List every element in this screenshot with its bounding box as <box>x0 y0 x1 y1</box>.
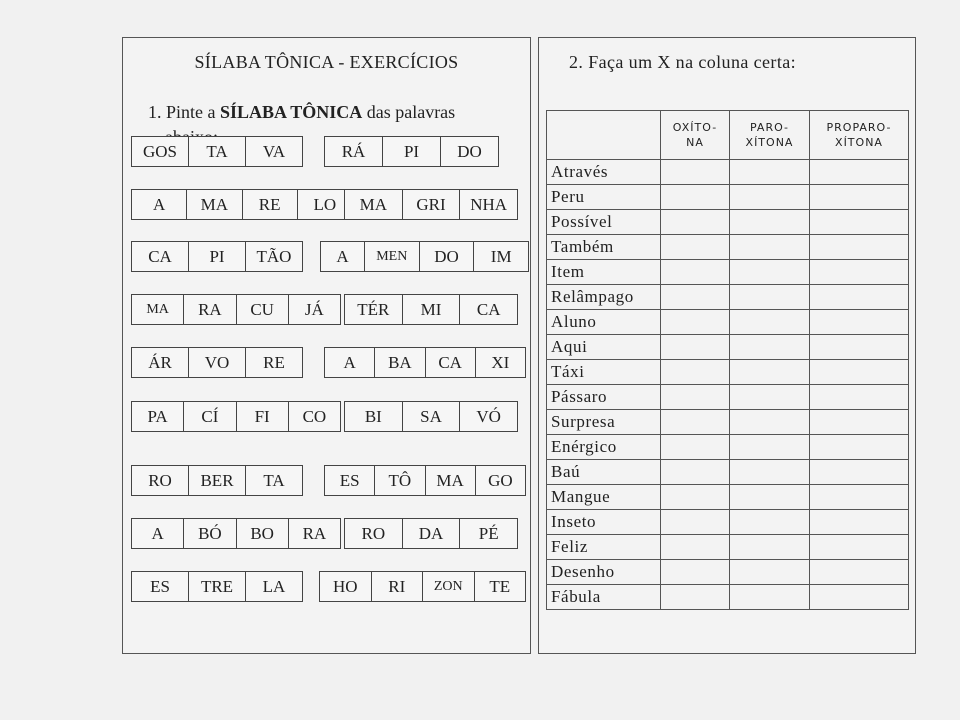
syllable-cell[interactable]: PA <box>147 406 168 426</box>
paroxitona-cell[interactable] <box>730 335 810 360</box>
syllable-cell[interactable]: A <box>151 523 164 543</box>
header-paroxitona-line2: XÍTONA <box>745 136 794 149</box>
syllable-cell[interactable]: CA <box>459 295 517 324</box>
header-proparoxitona-line2: XÍTONA <box>835 136 883 149</box>
syllable-cell[interactable]: XI <box>475 348 525 377</box>
syllable-cell[interactable]: CU <box>236 295 288 324</box>
syllable-cell[interactable]: PI <box>382 137 440 166</box>
word-cell: Baú <box>547 460 661 485</box>
header-oxitona-line2: NA <box>686 136 704 149</box>
word-cell: Táxi <box>547 360 661 385</box>
paroxitona-cell[interactable] <box>730 535 810 560</box>
word-cell: Feliz <box>547 535 661 560</box>
word-cell: Peru <box>547 185 661 210</box>
syllable-cell[interactable]: TA <box>188 137 245 166</box>
header-oxitona-line1: OXÍTO- <box>672 121 718 134</box>
oxitona-cell[interactable] <box>661 410 730 435</box>
syllable-cell[interactable]: CA <box>425 348 475 377</box>
proparoxitona-cell[interactable] <box>810 260 909 285</box>
oxitona-cell[interactable] <box>661 160 730 185</box>
table-header-row <box>547 111 909 160</box>
instruction-bold: SÍLABA TÔNICA <box>220 102 363 122</box>
word-box <box>344 518 518 549</box>
syllable-cell[interactable]: SA <box>402 402 460 431</box>
table-row <box>547 285 909 310</box>
table-row <box>547 510 909 535</box>
syllable-cell[interactable]: RO <box>148 470 172 490</box>
word-cell: Aqui <box>547 335 661 360</box>
syllable-cell[interactable]: MI <box>402 295 460 324</box>
table-row <box>547 335 909 360</box>
syllable-cell[interactable]: ES <box>339 470 360 490</box>
table-row <box>547 485 909 510</box>
paroxitona-cell[interactable] <box>730 560 810 585</box>
word-box <box>131 401 341 432</box>
word-box <box>131 347 303 378</box>
syllable-cell[interactable]: JÁ <box>288 295 340 324</box>
word-cell: Possível <box>547 210 661 235</box>
word-cell: Também <box>547 235 661 260</box>
paroxitona-cell[interactable] <box>730 210 810 235</box>
syllable-cell[interactable]: MA <box>186 190 241 219</box>
paroxitona-cell[interactable] <box>730 510 810 535</box>
syllable-cell[interactable]: VÓ <box>459 402 517 431</box>
proparoxitona-cell[interactable] <box>810 485 909 510</box>
proparoxitona-cell[interactable] <box>810 285 909 310</box>
oxitona-cell[interactable] <box>661 235 730 260</box>
table-row <box>547 185 909 210</box>
paroxitona-cell[interactable] <box>730 360 810 385</box>
syllable-cell[interactable]: DO <box>419 242 474 271</box>
syllable-cell[interactable]: CO <box>288 402 340 431</box>
paroxitona-cell[interactable] <box>730 485 810 510</box>
proparoxitona-cell[interactable] <box>810 535 909 560</box>
proparoxitona-cell[interactable] <box>810 385 909 410</box>
paroxitona-cell[interactable] <box>730 185 810 210</box>
word-box <box>131 294 341 325</box>
syllable-cell[interactable]: RA <box>288 519 340 548</box>
worksheet-title: SÍLABA TÔNICA - EXERCÍCIOS <box>194 52 459 72</box>
proparoxitona-cell[interactable] <box>810 310 909 335</box>
exercise-1-number: 1. <box>148 102 162 122</box>
header-paroxitona-line1: PARO- <box>749 121 790 134</box>
syllable-cell[interactable]: BÓ <box>183 519 235 548</box>
proparoxitona-cell[interactable] <box>810 210 909 235</box>
word-box <box>324 465 526 496</box>
oxitona-cell[interactable] <box>661 510 730 535</box>
oxitona-cell[interactable] <box>661 285 730 310</box>
oxitona-cell[interactable] <box>661 535 730 560</box>
paroxitona-cell[interactable] <box>730 385 810 410</box>
word-box <box>344 294 518 325</box>
instruction-pre: Pinte a <box>166 102 216 122</box>
syllable-cell[interactable]: A <box>336 246 349 266</box>
syllable-cell[interactable]: GRI <box>402 190 460 219</box>
syllable-cell[interactable]: A <box>152 194 166 214</box>
syllable-cell[interactable]: VO <box>188 348 245 377</box>
syllable-cell[interactable]: RÁ <box>341 141 366 161</box>
table-body <box>547 160 909 610</box>
syllable-cell[interactable]: RE <box>245 348 302 377</box>
syllable-cell[interactable]: TÉR <box>357 299 390 319</box>
oxitona-cell[interactable] <box>661 335 730 360</box>
header-proparoxitona <box>810 111 909 160</box>
paroxitona-cell[interactable] <box>730 435 810 460</box>
syllable-cell[interactable]: BO <box>236 519 288 548</box>
paroxitona-cell[interactable] <box>730 260 810 285</box>
word-cell: Aluno <box>547 310 661 335</box>
word-cell: Fábula <box>547 585 661 610</box>
table-row <box>547 310 909 335</box>
word-cell: Enérgico <box>547 435 661 460</box>
syllable-cell[interactable]: RE <box>242 190 297 219</box>
table-row <box>547 410 909 435</box>
table-row <box>547 460 909 485</box>
syllable-cell[interactable]: VA <box>245 137 302 166</box>
paroxitona-cell[interactable] <box>730 310 810 335</box>
paroxitona-cell[interactable] <box>730 410 810 435</box>
word-box <box>131 518 341 549</box>
oxitona-cell[interactable] <box>661 435 730 460</box>
paroxitona-cell[interactable] <box>730 235 810 260</box>
syllable-cell[interactable]: PÉ <box>459 519 517 548</box>
proparoxitona-cell[interactable] <box>810 460 909 485</box>
word-cell: Mangue <box>547 485 661 510</box>
word-cell: Pássaro <box>547 385 661 410</box>
oxitona-cell[interactable] <box>661 260 730 285</box>
word-cell: Surpresa <box>547 410 661 435</box>
paroxitona-cell[interactable] <box>730 285 810 310</box>
syllable-cell[interactable]: MA <box>146 301 169 317</box>
word-cell: Inseto <box>547 510 661 535</box>
oxitona-cell[interactable] <box>661 385 730 410</box>
header-empty-cell <box>547 111 661 160</box>
proparoxitona-cell[interactable] <box>810 560 909 585</box>
syllable-cell[interactable]: TÔ <box>374 466 424 495</box>
header-paroxitona <box>730 111 810 160</box>
table-row <box>547 360 909 385</box>
syllable-cell[interactable]: GO <box>475 466 525 495</box>
word-cell: Desenho <box>547 560 661 585</box>
syllable-cell[interactable]: TÃO <box>245 242 302 271</box>
header-proparoxitona-line1: PROPARO- <box>826 121 892 134</box>
syllable-cell[interactable]: ES <box>150 576 170 596</box>
classification-table <box>546 110 909 610</box>
word-box <box>131 136 303 167</box>
proparoxitona-cell[interactable] <box>810 510 909 535</box>
paroxitona-cell[interactable] <box>730 585 810 610</box>
proparoxitona-cell[interactable] <box>810 360 909 385</box>
word-cell: Item <box>547 260 661 285</box>
paroxitona-cell[interactable] <box>730 460 810 485</box>
word-box <box>344 401 518 432</box>
syllable-cell[interactable]: RO <box>361 523 386 543</box>
syllable-cell[interactable]: IM <box>473 242 528 271</box>
syllable-cell[interactable]: CÍ <box>183 402 235 431</box>
word-box <box>324 136 499 167</box>
word-cell: Relâmpago <box>547 285 661 310</box>
proparoxitona-cell[interactable] <box>810 435 909 460</box>
syllable-cell[interactable]: FI <box>236 402 288 431</box>
oxitona-cell[interactable] <box>661 485 730 510</box>
word-box <box>320 241 529 272</box>
paroxitona-cell[interactable] <box>730 160 810 185</box>
proparoxitona-cell[interactable] <box>810 160 909 185</box>
oxitona-cell[interactable] <box>661 585 730 610</box>
syllable-cell[interactable]: RI <box>371 572 423 601</box>
oxitona-cell[interactable] <box>661 210 730 235</box>
syllable-cell[interactable]: A <box>343 352 356 372</box>
word-box <box>344 189 518 220</box>
word-box <box>131 241 303 272</box>
syllable-cell[interactable]: HO <box>332 576 358 596</box>
syllable-cell[interactable]: BER <box>188 466 245 495</box>
table-row <box>547 235 909 260</box>
syllable-cell[interactable]: PI <box>188 242 245 271</box>
syllable-cell[interactable]: BI <box>364 406 382 426</box>
proparoxitona-cell[interactable] <box>810 235 909 260</box>
left-exercise-panel <box>122 37 531 654</box>
syllable-cell[interactable]: MA <box>425 466 475 495</box>
syllable-cell[interactable]: GOS <box>142 141 177 161</box>
syllable-cell[interactable]: DO <box>440 137 498 166</box>
word-box <box>131 571 303 602</box>
syllable-cell[interactable]: MA <box>359 194 388 214</box>
exercise-2-instruction: 2. Faça um X na coluna certa: <box>569 52 797 72</box>
word-box <box>131 465 303 496</box>
syllable-cell[interactable]: TE <box>474 572 526 601</box>
syllable-cell[interactable]: NHA <box>459 190 517 219</box>
table-row <box>547 560 909 585</box>
oxitona-cell[interactable] <box>661 560 730 585</box>
syllable-cell[interactable]: TA <box>245 466 302 495</box>
word-cell: Através <box>547 160 661 185</box>
syllable-cell[interactable]: ÁR <box>148 352 172 372</box>
table-row <box>547 160 909 185</box>
syllable-cell[interactable]: LA <box>245 572 302 601</box>
syllable-cell[interactable]: LO <box>297 190 352 219</box>
table-row <box>547 385 909 410</box>
right-exercise-panel <box>538 37 916 654</box>
syllable-cell[interactable]: ZON <box>422 572 474 601</box>
table-row <box>547 535 909 560</box>
syllable-cell[interactable]: CA <box>148 246 172 266</box>
header-oxitona <box>661 111 730 160</box>
syllable-cell[interactable]: DA <box>402 519 460 548</box>
table-row <box>547 585 909 610</box>
word-box <box>319 571 526 602</box>
oxitona-cell[interactable] <box>661 360 730 385</box>
proparoxitona-cell[interactable] <box>810 185 909 210</box>
oxitona-cell[interactable] <box>661 185 730 210</box>
word-box <box>324 347 526 378</box>
proparoxitona-cell[interactable] <box>810 585 909 610</box>
syllable-cell[interactable]: MEN <box>364 242 419 271</box>
proparoxitona-cell[interactable] <box>810 335 909 360</box>
syllable-cell[interactable]: BA <box>374 348 424 377</box>
syllable-cell[interactable]: RA <box>183 295 235 324</box>
oxitona-cell[interactable] <box>661 310 730 335</box>
table-row <box>547 260 909 285</box>
table-row <box>547 210 909 235</box>
proparoxitona-cell[interactable] <box>810 410 909 435</box>
table-row <box>547 435 909 460</box>
instruction-post: das palavras <box>366 102 456 122</box>
word-box <box>131 189 353 220</box>
syllable-cell[interactable]: TRE <box>188 572 245 601</box>
oxitona-cell[interactable] <box>661 460 730 485</box>
